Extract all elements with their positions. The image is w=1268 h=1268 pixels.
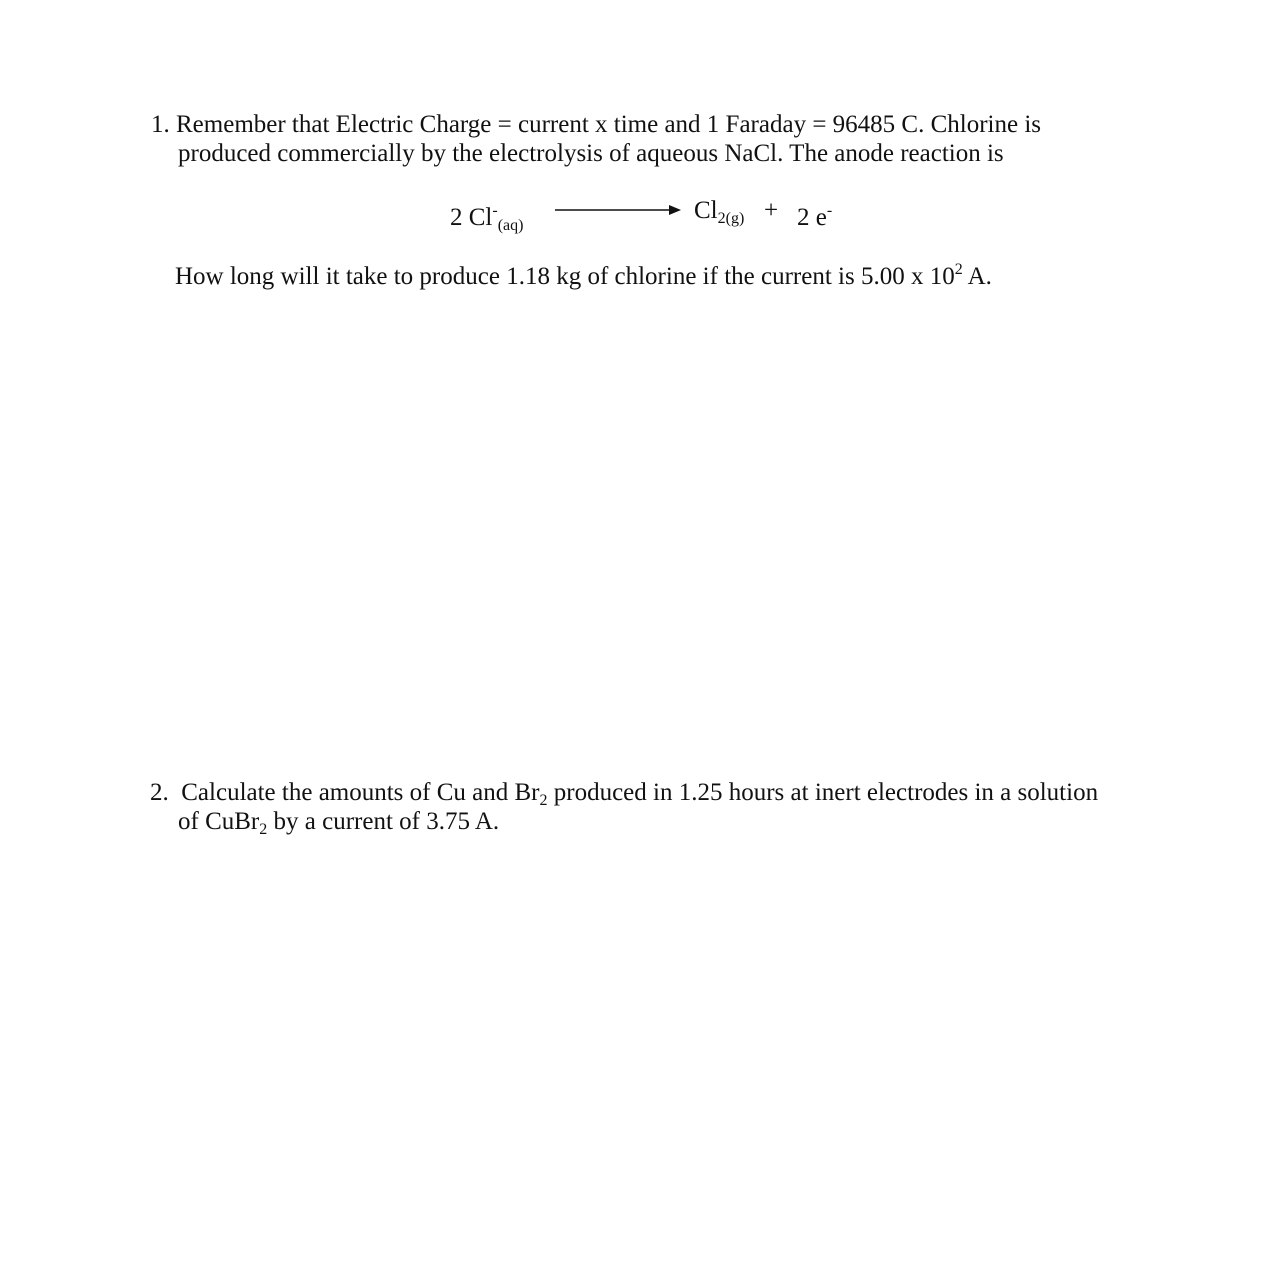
question-1-line-2: produced commercially by the electrolysis of aqueous NaCl. The anode reaction is [178,140,1004,167]
question-2-text-a: Calculate the amounts of Cu and Br [181,779,540,806]
reaction-arrow-icon [555,203,681,217]
question-1-exponent: 2 [954,261,963,278]
question-2-sub-1: 2 [539,792,548,809]
electron-charge: - [826,202,833,219]
question-2-sub-2: 2 [259,821,268,838]
product-subscript: 2(g) [717,210,745,227]
question-2-number: 2. [150,779,169,806]
product-formula: Cl [694,197,718,224]
electron-coefficient: 2 [797,204,810,231]
question-2-text-b: produced in 1.25 hours at inert electrodes in a solution [547,779,1099,806]
equation-product [694,196,744,234]
reactant-charge: - [492,202,498,219]
question-2-text-c: of CuBr [178,808,260,835]
question-1-unit: A. [962,263,992,290]
reactant-coefficient: 2 [450,204,463,231]
question-2-line-2 [178,807,499,845]
reactant-state: (aq) [497,217,524,234]
question-1-number: 1. [151,111,170,138]
anode-reaction-equation [0,196,1268,234]
reactant-formula: Cl [468,204,493,231]
question-2-text-d: by a current of 3.75 A. [267,808,500,835]
question-1-prompt [175,255,992,292]
question-1-line-1 [151,110,1041,140]
equation-plus: + [764,197,779,224]
question-1-text-1: Remember that Electric Charge = current x time and 1 Faraday = 96485 C. Chlorine is [176,111,1042,138]
equation-electrons [797,196,832,233]
electron-symbol: e [815,204,827,231]
question-1-prompt-text: How long will it take to produce 1.18 kg of chlorine if the current is 5.00 x 10 [175,263,955,290]
equation-reactant [450,196,523,241]
